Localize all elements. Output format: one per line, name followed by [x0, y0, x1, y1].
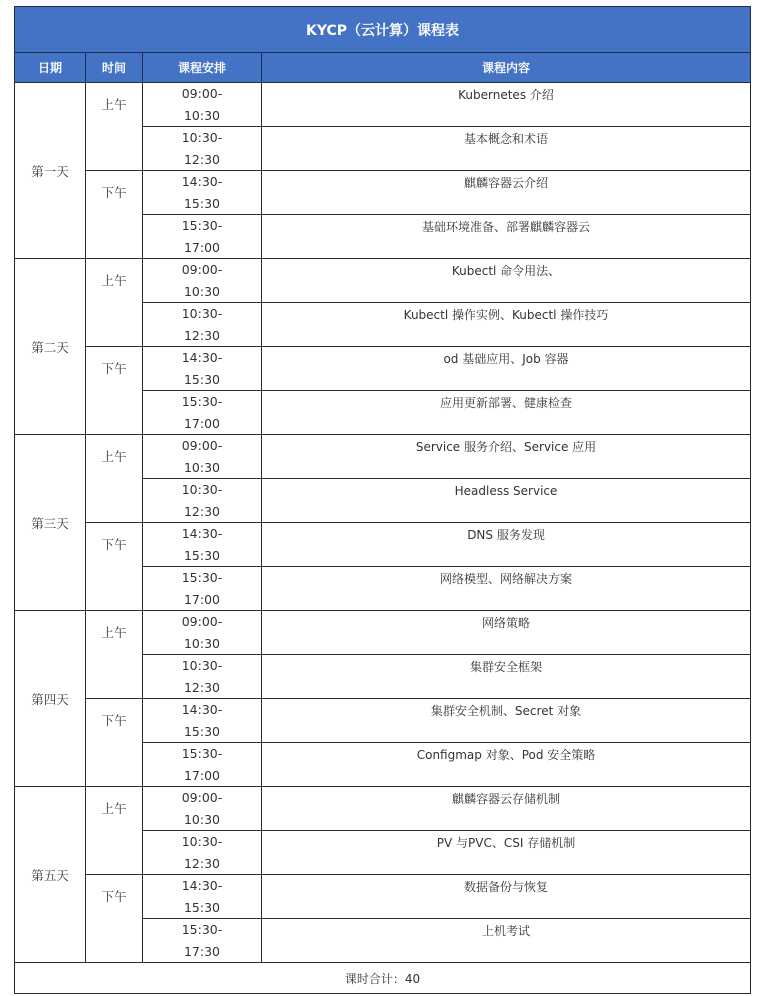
day-label: 第五天 — [15, 787, 86, 963]
session-content: Headless Service — [262, 479, 751, 523]
session-start: 09:00- — [181, 262, 223, 277]
session-content: Service 服务介绍、Service 应用 — [262, 435, 751, 479]
session-start: 09:00- — [181, 790, 223, 805]
table-row — [15, 171, 751, 215]
session-end: 12:30 — [183, 679, 221, 695]
session-end: 10:30 — [183, 811, 221, 827]
session-content: DNS 服务发现 — [262, 523, 751, 567]
session-start: 14:30- — [181, 702, 223, 717]
header-schedule: 课程安排 — [143, 53, 262, 83]
session-content: 集群安全框架 — [262, 655, 751, 699]
table-row — [15, 787, 751, 831]
session-end: 15:30 — [183, 723, 221, 739]
header-row — [15, 53, 751, 83]
session-start: 10:30- — [181, 658, 223, 673]
footer-row — [15, 963, 751, 994]
session-end: 15:30 — [183, 547, 221, 563]
session-time — [143, 743, 262, 787]
session-end: 17:00 — [183, 591, 221, 607]
table-row — [15, 523, 751, 567]
session-end: 10:30 — [183, 635, 221, 651]
session-time — [143, 875, 262, 919]
session-start: 14:30- — [181, 174, 223, 189]
period-label: 下午 — [86, 171, 143, 259]
session-start: 14:30- — [181, 878, 223, 893]
day-label: 第一天 — [15, 83, 86, 259]
session-end: 12:30 — [183, 327, 221, 343]
day-label: 第二天 — [15, 259, 86, 435]
period-label: 上午 — [86, 611, 143, 699]
period-label: 下午 — [86, 347, 143, 435]
session-time — [143, 215, 262, 259]
session-start: 15:30- — [181, 394, 223, 409]
header-content: 课程内容 — [262, 53, 751, 83]
session-content: 上机考试 — [262, 919, 751, 963]
session-start: 10:30- — [181, 482, 223, 497]
session-time — [143, 259, 262, 303]
schedule-container — [14, 6, 750, 994]
session-time — [143, 435, 262, 479]
session-end: 10:30 — [183, 107, 221, 123]
schedule-table — [14, 6, 751, 994]
session-time — [143, 655, 262, 699]
session-end: 10:30 — [183, 459, 221, 475]
session-content: Kubectl 命令用法、 — [262, 259, 751, 303]
session-content: od 基础应用、Job 容器 — [262, 347, 751, 391]
session-content: 基础环境准备、部署麒麟容器云 — [262, 215, 751, 259]
period-label: 上午 — [86, 435, 143, 523]
session-start: 10:30- — [181, 306, 223, 321]
session-start: 09:00- — [181, 86, 223, 101]
session-start: 14:30- — [181, 350, 223, 365]
session-start: 10:30- — [181, 130, 223, 145]
session-time — [143, 479, 262, 523]
session-time — [143, 127, 262, 171]
session-end: 17:00 — [183, 767, 221, 783]
session-end: 17:00 — [183, 239, 221, 255]
session-content: Kubectl 操作实例、Kubectl 操作技巧 — [262, 303, 751, 347]
session-time — [143, 699, 262, 743]
session-time — [143, 787, 262, 831]
session-time — [143, 391, 262, 435]
session-end: 15:30 — [183, 371, 221, 387]
session-time — [143, 347, 262, 391]
session-content: 网络模型、网络解决方案 — [262, 567, 751, 611]
session-time — [143, 303, 262, 347]
session-content: 基本概念和术语 — [262, 127, 751, 171]
session-start: 15:30- — [181, 570, 223, 585]
session-end: 10:30 — [183, 283, 221, 299]
session-start: 09:00- — [181, 438, 223, 453]
session-content: 麒麟容器云存储机制 — [262, 787, 751, 831]
title-row — [15, 7, 751, 53]
table-row — [15, 699, 751, 743]
table-row — [15, 83, 751, 127]
table-row — [15, 259, 751, 303]
session-start: 15:30- — [181, 218, 223, 233]
period-label: 下午 — [86, 875, 143, 963]
session-start: 14:30- — [181, 526, 223, 541]
session-content: 网络策略 — [262, 611, 751, 655]
session-time — [143, 83, 262, 127]
day-label: 第三天 — [15, 435, 86, 611]
session-time — [143, 171, 262, 215]
session-content: Kubernetes 介绍 — [262, 83, 751, 127]
session-time — [143, 611, 262, 655]
session-end: 17:30 — [183, 943, 221, 959]
session-content: PV 与PVC、CSI 存储机制 — [262, 831, 751, 875]
session-end: 12:30 — [183, 855, 221, 871]
session-time — [143, 567, 262, 611]
table-row — [15, 347, 751, 391]
header-time: 时间 — [86, 53, 143, 83]
session-content: 数据备份与恢复 — [262, 875, 751, 919]
period-label: 上午 — [86, 787, 143, 875]
session-start: 15:30- — [181, 922, 223, 937]
table-row — [15, 611, 751, 655]
header-date: 日期 — [15, 53, 86, 83]
session-end: 12:30 — [183, 503, 221, 519]
session-end: 15:30 — [183, 195, 221, 211]
table-row — [15, 875, 751, 919]
period-label: 下午 — [86, 523, 143, 611]
session-start: 09:00- — [181, 614, 223, 629]
session-content: Configmap 对象、Pod 安全策略 — [262, 743, 751, 787]
total-hours: 课时合计：40 — [15, 963, 751, 994]
period-label: 上午 — [86, 83, 143, 171]
session-time — [143, 831, 262, 875]
table-row — [15, 435, 751, 479]
session-start: 10:30- — [181, 834, 223, 849]
period-label: 下午 — [86, 699, 143, 787]
session-content: 麒麟容器云介绍 — [262, 171, 751, 215]
period-label: 上午 — [86, 259, 143, 347]
session-content: 集群安全机制、Secret 对象 — [262, 699, 751, 743]
table-title: KYCP（云计算）课程表 — [15, 7, 751, 53]
session-content: 应用更新部署、健康检查 — [262, 391, 751, 435]
session-end: 15:30 — [183, 899, 221, 915]
day-label: 第四天 — [15, 611, 86, 787]
session-end: 17:00 — [183, 415, 221, 431]
schedule-body — [15, 83, 751, 963]
session-start: 15:30- — [181, 746, 223, 761]
session-time — [143, 523, 262, 567]
session-end: 12:30 — [183, 151, 221, 167]
session-time — [143, 919, 262, 963]
